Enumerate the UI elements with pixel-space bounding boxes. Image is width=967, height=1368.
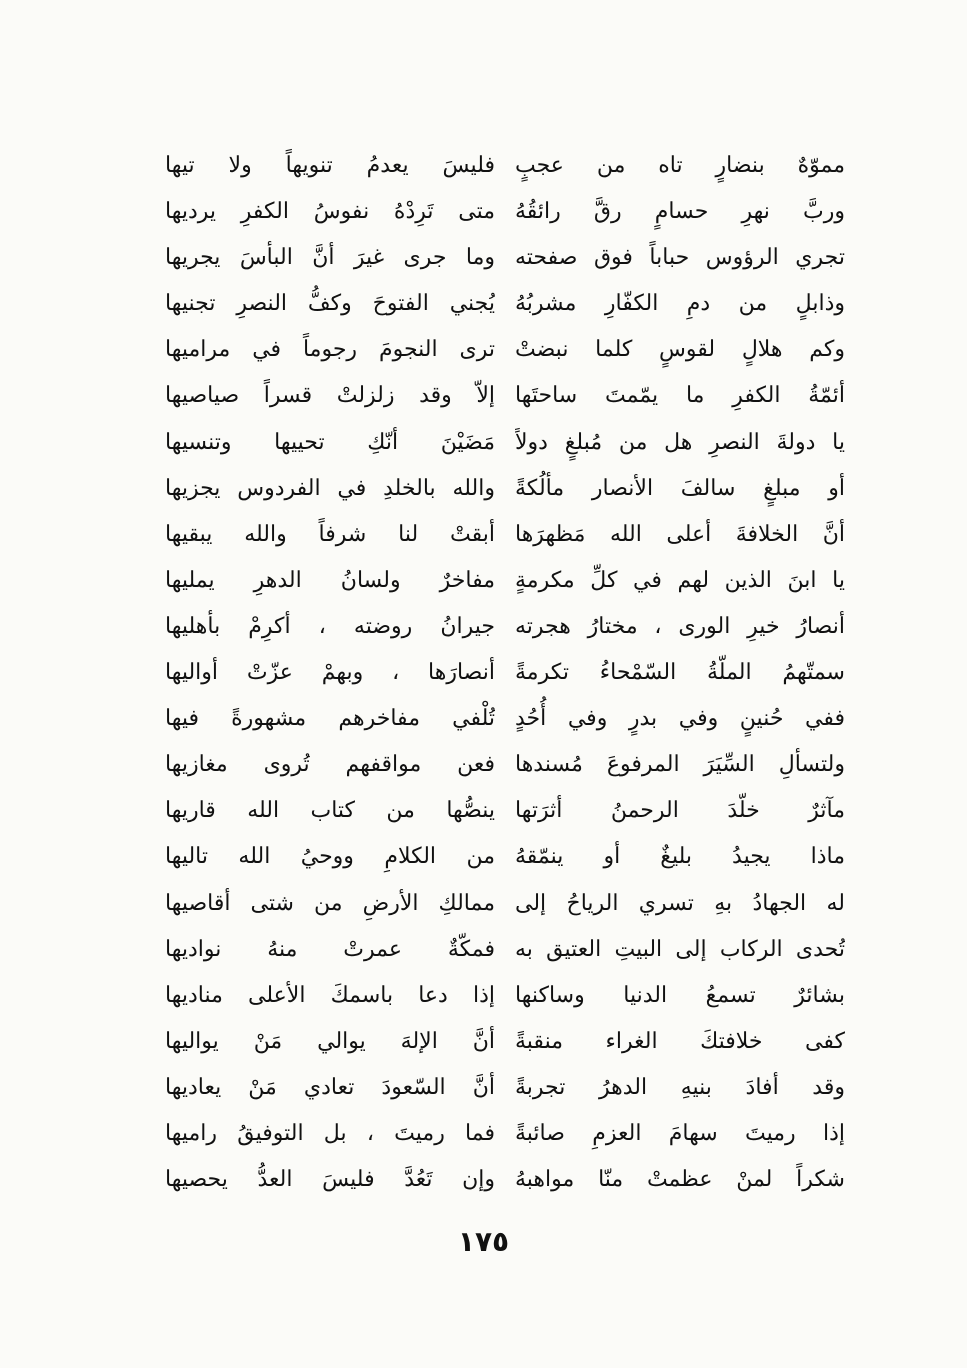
verse-line: أو مبلغٍ سالفَ الأنصار مألُكةً bbox=[515, 475, 845, 501]
verse-line: ترى النجومَ رجوماً في مراميها bbox=[165, 337, 495, 363]
verse-line: إذا دعا باسمكَ الأعلى مناديها bbox=[165, 982, 495, 1008]
verse-line: أنَّ الإلهَ يوالي مَنْ يواليها bbox=[165, 1028, 495, 1054]
verse-line: ماذا يجيدُ بليغٌ أو ينمّقهُ bbox=[515, 844, 845, 870]
verse-line: أنَّ الخلافةَ أعلى الله مَظهرَها bbox=[515, 521, 845, 547]
verse-line: تجري الرؤوس حباباً فوق صفحته bbox=[515, 245, 845, 271]
verse-line: متى تَرِدْهُ نفوسُ الكفرِ يرديها bbox=[165, 199, 495, 225]
verse-line: شكراً لمنْ عظمتْ منّا مواهبهُ bbox=[515, 1167, 845, 1193]
verse-line: فعن مواقفهم تُروى مغازيها bbox=[165, 752, 495, 778]
page-number: ١٧٥ bbox=[457, 1225, 510, 1258]
verse-line: بشائرٌ تسمعُ الدنيا وساكنها bbox=[515, 982, 845, 1008]
verse-line: أئمّةُ الكفرِ ما يمّمتَ ساحتَها bbox=[515, 383, 845, 409]
verse-line: كفى خلافتكَ الغراء منقبةً bbox=[515, 1028, 845, 1054]
verse-line: وربَّ نهرِ حسامٍ رقَّ رائقُهُ bbox=[515, 199, 845, 225]
verse-line: تُحدى الركاب إلى البيتِ العتيق به bbox=[515, 936, 845, 962]
verse-line: مَضَيْنَ أنّكِ تحييها وتنسيها bbox=[165, 429, 495, 455]
verse-line: وكم هلالٍ لقوسٍ كلما نبضتْ bbox=[515, 337, 845, 363]
verse-line: وذابلٍ من دمِ الكفّارِ مشربُهُ bbox=[515, 291, 845, 317]
verse-line: من الكلامِ ووحيُ الله تاليها bbox=[165, 844, 495, 870]
verse-line: سمتّهمُ الملّةُ السّمْحاءُ تكرمةً bbox=[515, 660, 845, 686]
verse-line: مآثرٌ خلّدَ الرحمنُ أثرَتها bbox=[515, 798, 845, 824]
verse-line: يا دولةَ النصرِ هل من مُبلغٍ دولاً bbox=[515, 429, 845, 455]
verse-line: أنصارُ خيرِ الورى ، مختارُ هجرته bbox=[515, 613, 845, 639]
verse-line: إذا رميتَ سهامَ العزمِ صائبةً bbox=[515, 1120, 845, 1146]
verse-line: ممالكِ الأرضِ من شتى أقاصيها bbox=[165, 890, 495, 916]
verse-line: والله بالخلدِ في الفردوس يجزيها bbox=[165, 475, 495, 501]
verse-line: أبقتْ لنا شرفاً والله يبقيها bbox=[165, 521, 495, 547]
verse-line: أنصارَها ، وبهمْ عزّتْ أواليها bbox=[165, 660, 495, 686]
verse-line: فليسَ يعدمُ تنويهاً ولا تيها bbox=[165, 153, 495, 178]
verse-line: يا ابنَ الذين لهم في كلِّ مكرمةٍ bbox=[515, 567, 845, 593]
verse-line: ولتسألِ السِّيَرَ المرفوعَ مُسندها bbox=[515, 752, 845, 778]
verse-line: مموّهٌ بنضارٍ تاه من عجبٍ bbox=[515, 153, 845, 178]
verse-line: ينصُّها من كتاب الله قاريها bbox=[165, 798, 495, 824]
verse-line: فمكّةٌ عمرتْ منهُ نواديها bbox=[165, 936, 495, 962]
verse-line: فما رميتَ ، بل التوفيقُ راميها bbox=[165, 1120, 495, 1146]
second-hemistich-column bbox=[165, 143, 495, 1203]
verse-line: وقد أفادَ بنيهِ الدهرُ تجربةً bbox=[515, 1074, 845, 1100]
verse-line: يُجني الفتوحَ وكفُّ النصرِ تجنيها bbox=[165, 291, 495, 317]
verse-line: أنَّ السّعودَ تعادي مَنْ يعاديها bbox=[165, 1074, 495, 1100]
first-hemistich-column bbox=[515, 143, 845, 1203]
verse-line: إلاّ وقد زلزلتْ قسراً صياصيها bbox=[165, 383, 495, 409]
verse-line: تُلْفي مفاخرهم مشهورةً فيها bbox=[165, 706, 495, 732]
verse-line: ففي حُنينٍ وفي بدرٍ وفي أُحُدٍ bbox=[515, 706, 845, 732]
verse-line: مفاخرٌ ولسانُ الدهرِ يمليها bbox=[165, 567, 495, 593]
verse-line: وما جرى غيرَ أنَّ البأسَ يجريها bbox=[165, 245, 495, 271]
verse-line: وإن تَعُدَّ فليسَ العدُّ يحصيها bbox=[165, 1167, 495, 1193]
verse-line: جيرانُ روضته ، أكرِمْ بأهليها bbox=[165, 613, 495, 639]
verse-line: له الجهادُ بهِ تسري الرياحُ إلى bbox=[515, 890, 845, 916]
